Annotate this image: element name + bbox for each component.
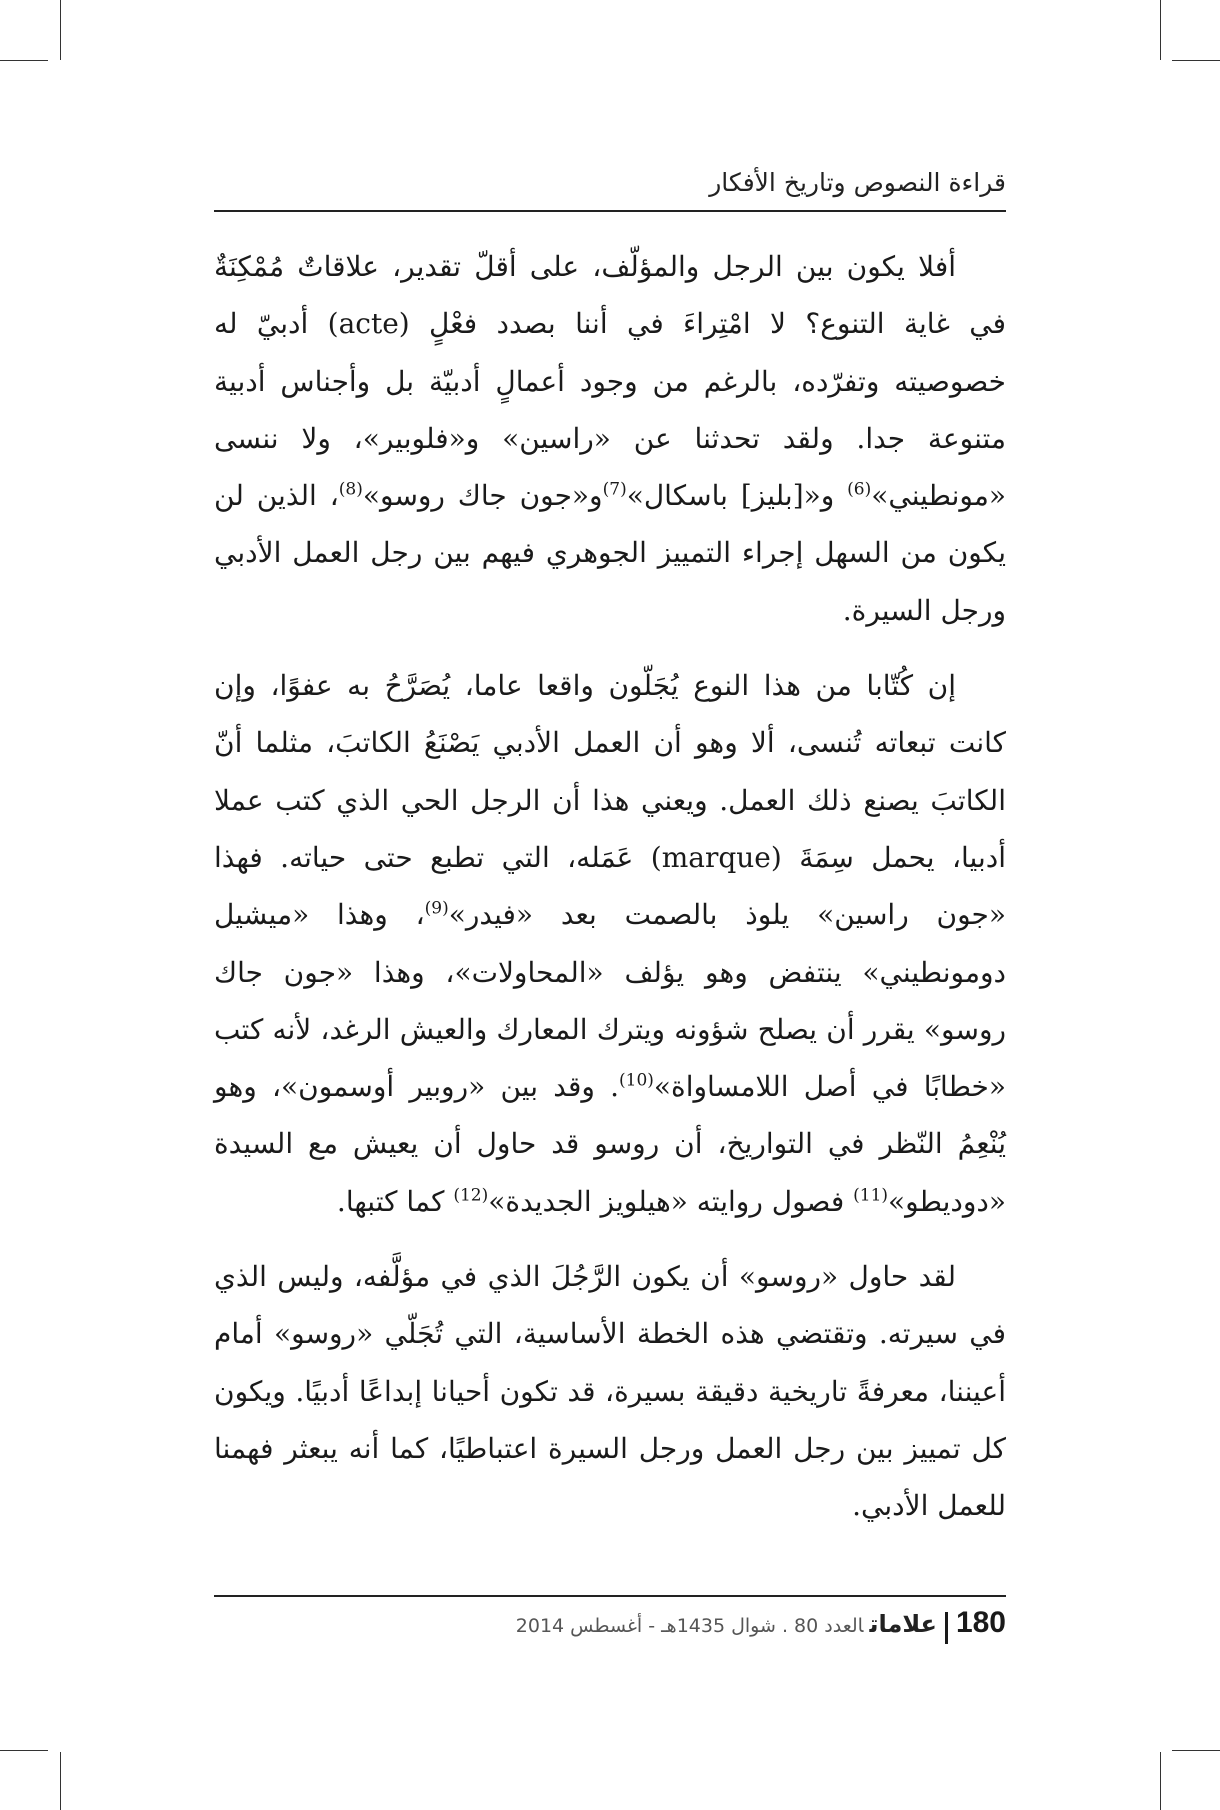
paragraph-text: كما كتبها.: [336, 1184, 454, 1218]
issue-info: العدد 80 . شوال 1435هـ - أغسطس 2014: [515, 1615, 864, 1637]
page-number: 180: [955, 1606, 1006, 1639]
paragraph-text: و«جون جاك روسو»: [362, 479, 603, 513]
crop-mark-bottom-right-h: [1172, 1750, 1220, 1751]
page-footer: [214, 1606, 1006, 1644]
running-header: قراءة النصوص وتاريخ الأفكار: [709, 168, 1006, 197]
crop-mark-top-right-h: [1172, 60, 1220, 61]
footnote-ref: (9): [424, 898, 449, 919]
paragraph-text: فصول روايته «هيلويز الجديدة»: [488, 1184, 854, 1218]
crop-mark-bottom-left-v: [60, 1752, 61, 1810]
crop-mark-top-right-v: [1160, 0, 1161, 60]
footnote-ref: (8): [338, 479, 363, 500]
crop-mark-top-left-v: [60, 0, 61, 60]
footnote-ref: (11): [853, 1185, 889, 1206]
paragraph-text: إن كُتّابا من هذا النوع يُجَلّون واقعا عاما، يُصَرَّحُ به عفوًا، وإن كانت تبعاته تُنسى، ألا وهو أن العمل الأدبي يَصْنَعُ الكاتبَ، مثلما أنّ الكاتبَ يصنع ذلك العمل. ويعني هذا أن الرجل الحي الذي كتب عملا أدبيا، يحمل سِمَةَ (marque) عَمَله، التي تطبع حتى حياته. فهذا «جون راسين» يلوذ بالصمت بعد «فيدر»: [214, 669, 1007, 932]
footer-separator: [945, 1612, 948, 1644]
paragraph-text: أفلا يكون بين الرجل والمؤلّف، على أقلّ تقدير، علاقاتٌ مُمْكِنَةٌ في غاية التنوع؟ لا امْتِراءَ في أننا بصدد فعْلٍ (acte) أدبيّ له خصوصيته وتفرّده، بالرغم من وجود أعمالٍ أدبيّة بل وأجناس أدبية متنوعة جدا. ولقد تحدثنا عن «راسين» و«فلوبير»، ولا ننسى «مونطيني»: [214, 250, 1006, 513]
paragraph: [214, 238, 1006, 639]
crop-mark-bottom-right-v: [1160, 1752, 1161, 1810]
crop-mark-top-left-h: [0, 60, 48, 61]
paragraph-text: و«[بليز] باسكال»: [626, 479, 848, 513]
footer-rule: [214, 1595, 1006, 1597]
paragraph: [214, 657, 1006, 1230]
header-rule: [214, 210, 1006, 212]
paragraph: [214, 1248, 1006, 1534]
body-text: [214, 238, 1006, 1553]
footnote-ref: (10): [619, 1070, 654, 1091]
footnote-ref: (7): [602, 479, 627, 500]
paragraph-text: ، الذين لن يكون من السهل إجراء التمييز الجوهري فيهم بين رجل العمل الأدبي ورجل السيرة.: [214, 479, 1006, 627]
footnote-ref: (6): [847, 479, 872, 500]
paragraph-text: لقد حاول «روسو» أن يكون الرَّجُلَ الذي في مؤلَّفه، وليس الذي في سيرته. وتقتضي هذه الخطة الأساسية، التي تُجَلّي «روسو» أمام أعيننا، معرفةً تاريخية دقيقة بسيرة، قد تكون أحيانا إبداعًا أدبيًا. ويكون كل تمييز بين رجل العمل ورجل السيرة اعتباطيًا، كما أنه يبعثر فهمنا للعمل الأدبي.: [214, 1260, 1006, 1523]
footnote-ref: (12): [453, 1185, 489, 1206]
paragraph-text: . وقد بين «روبير أوسمون»، وهو يُنْعِمُ النّظر في التواريخ، أن روسو قد حاول أن يعيش مع السيدة «دوديطو»: [214, 1070, 1006, 1218]
journal-name: علامات: [869, 1610, 937, 1638]
paragraph-text: ، وهذا «ميشيل دومونطيني» ينتفض وهو يؤلف «المحاولات»، وهذا «جون جاك روسو» يقرر أن يصلح شؤونه ويترك المعارك والعيش الرغد، لأنه كتب «خطابًا في أصل اللامساواة»: [214, 898, 1007, 1104]
crop-mark-bottom-left-h: [0, 1750, 48, 1751]
